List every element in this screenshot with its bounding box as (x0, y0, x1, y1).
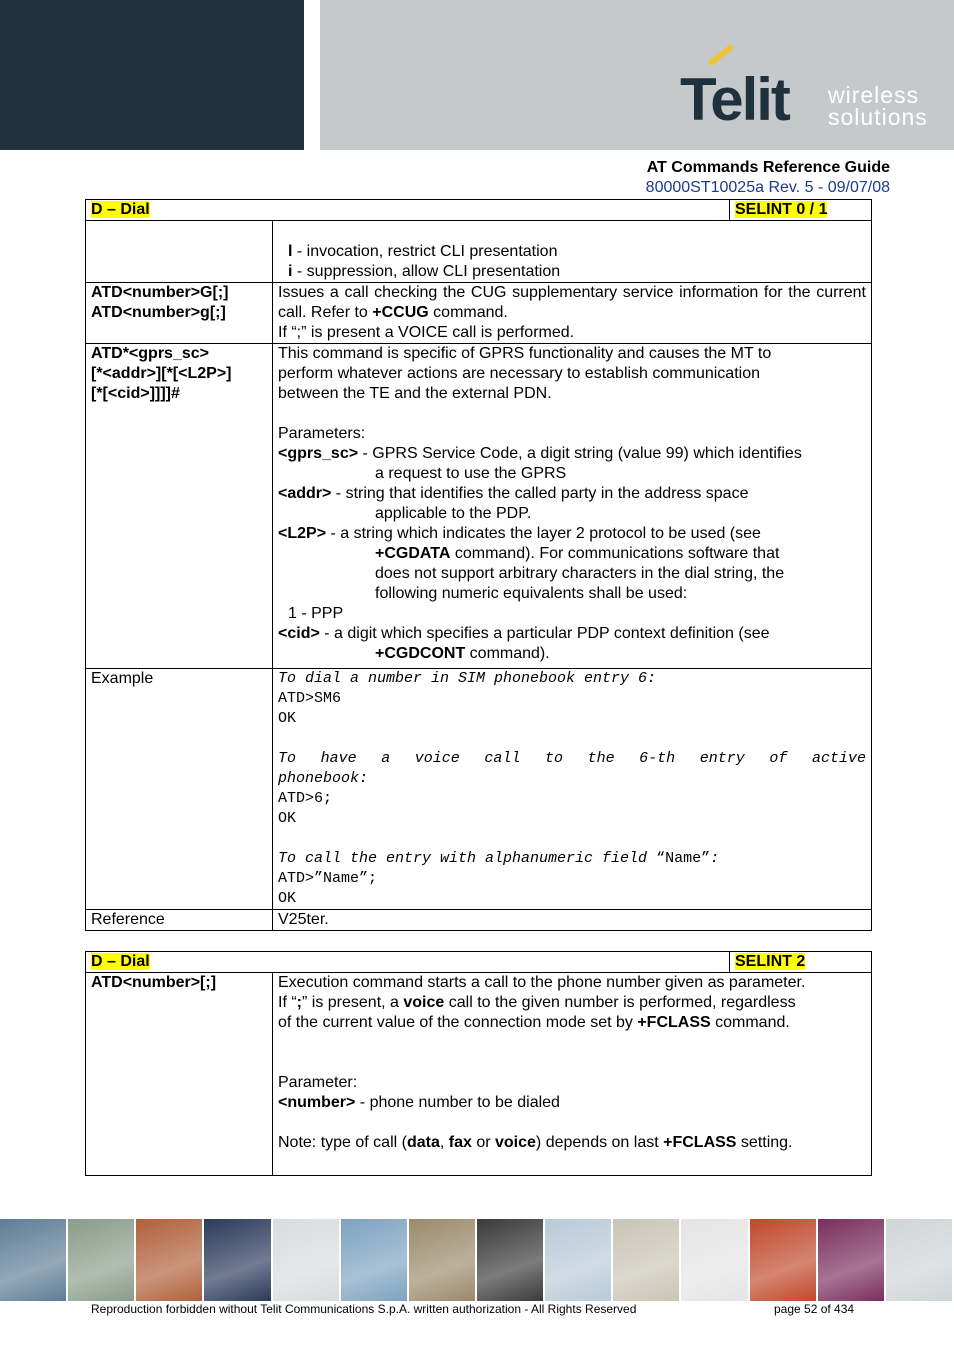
desc-cell (273, 344, 872, 669)
footer-copyright: Reproduction forbidden without Telit Communications S.p.A. written authorization - All Rights Reserved (91, 1302, 637, 1316)
text: or (471, 1134, 495, 1151)
param-cont: does not support arbitrary characters in the dial string, the (375, 565, 785, 582)
word: have (320, 750, 357, 767)
cug-desc-b: command. (428, 304, 508, 321)
param-cont: applicable to the PDP. (375, 505, 532, 522)
word: To (278, 750, 297, 767)
voice-keyword: voice (495, 1134, 536, 1151)
gprs-intro-3: between the TE and the external PDN. (278, 385, 552, 402)
logo-wordmark: Telit (680, 66, 789, 133)
desc-cell (273, 221, 872, 283)
footer-photo (68, 1219, 134, 1301)
footer-photo (613, 1219, 679, 1301)
exec-desc-line3 (278, 1013, 866, 1033)
cmd-atd-number: ATD<number>[;] (91, 974, 217, 991)
text: ) depends on last (535, 1134, 664, 1151)
word: to (544, 750, 563, 767)
param-addr (278, 484, 866, 504)
param-number (278, 1093, 866, 1113)
text: If “ (278, 994, 297, 1011)
desc-cell (273, 283, 872, 344)
table-header-row (86, 200, 872, 221)
footer-photo (750, 1219, 816, 1301)
cmd-gprs-line1: ATD*<gprs_sc> (91, 345, 209, 362)
cli-suppression-line (288, 262, 866, 282)
logo-tagline-line2: solutions (828, 104, 928, 130)
param-cont (278, 544, 866, 564)
selint-badge: SELINT 0 / 1 (735, 201, 828, 218)
example-comment: To dial a number in SIM phonebook entry 6: (278, 670, 657, 687)
table-title: D – Dial (91, 201, 150, 218)
word: active (811, 750, 866, 767)
footer-photo (409, 1219, 475, 1301)
param-value: 1 - PPP (288, 605, 344, 622)
example-response: OK (278, 710, 297, 727)
cmd-cug-lower: ATD<number>g[;] (91, 304, 226, 321)
page-number: page 52 of 434 (774, 1302, 855, 1316)
param-l2p (278, 524, 866, 544)
example-command: ATD>SM6 (278, 690, 342, 707)
fclass-ref: +FCLASS (637, 1014, 711, 1031)
dial-table-selint-01 (85, 199, 872, 221)
example-comment-justified (278, 749, 866, 769)
text: , (439, 1134, 449, 1151)
param-cont: a request to use the GPRS (375, 465, 567, 482)
parameters-label: Parameters: (278, 425, 366, 442)
selint-cell (730, 200, 872, 221)
table-row (86, 973, 872, 1176)
comment-quote: “Name” (656, 850, 711, 867)
dial-table-selint-2 (85, 951, 872, 973)
param-cid (278, 624, 866, 644)
dial-table-body (85, 220, 872, 931)
table-row (86, 221, 872, 283)
param-name: <gprs_sc> (278, 445, 359, 462)
fclass-ref: +FCLASS (663, 1134, 737, 1151)
dial-table-2-body (85, 972, 872, 1176)
text: Note: type of call ( (278, 1134, 407, 1151)
fax-keyword: fax (448, 1134, 472, 1151)
example-command: ATD>”Name”; (278, 870, 378, 887)
table-row (86, 283, 872, 344)
footer-photo (545, 1219, 611, 1301)
cmd-cell (86, 283, 273, 344)
example-comment (278, 849, 866, 869)
cmd-cell (86, 344, 273, 669)
cmd-cell (86, 669, 273, 910)
cug-desc-a: Issues a call checking the CUG supplementary service information for the current call. Refer to (278, 284, 866, 321)
param-cont (278, 644, 866, 664)
footer-photo (886, 1219, 952, 1301)
exec-desc-line2 (278, 993, 866, 1013)
text: setting. (736, 1134, 793, 1151)
desc-cell (273, 973, 872, 1176)
param-text: - a digit which specifies a particular PDP context definition (see (319, 625, 770, 642)
footer-photo (681, 1219, 747, 1301)
param-name: <number> (278, 1094, 356, 1111)
exec-desc-line1: Execution command starts a call to the phone number given as parameter. (278, 974, 806, 991)
footer-photo (273, 1219, 339, 1301)
cug-description (278, 283, 866, 323)
cgdcont-ref: +CGDCONT (375, 645, 466, 662)
semicolon: ; (296, 994, 302, 1011)
data-keyword: data (406, 1134, 440, 1151)
param-text: - phone number to be dialed (355, 1094, 560, 1111)
comment-colon: : (710, 850, 720, 867)
footer-photo-strip (0, 1219, 954, 1301)
cmd-gprs-line2: [*<addr>][*[<L2P>] (91, 365, 232, 382)
cli-key-i: i (288, 263, 293, 280)
footer-photo (818, 1219, 884, 1301)
telit-logo (676, 48, 936, 132)
table-row (86, 910, 872, 931)
word: 6-th (639, 750, 676, 767)
cmd-cell (86, 221, 273, 283)
logo-tagline-line1: wireless (828, 82, 920, 108)
param-cont: following numeric equivalents shall be used: (375, 585, 688, 602)
text: ” is present, a (302, 994, 404, 1011)
footer-photo (0, 1219, 66, 1301)
gprs-intro-1: This command is specific of GPRS functionality and causes the MT to (278, 345, 772, 362)
table-title-cell (86, 200, 730, 221)
table-row (86, 344, 872, 669)
cmd-gprs-line3: [*[<cid>]]]]# (91, 385, 180, 402)
param-name: <cid> (278, 625, 320, 642)
cli-text-i: - suppression, allow CLI presentation (292, 263, 561, 280)
footer-photo (477, 1219, 543, 1301)
param-text: command). For communications software that (450, 545, 780, 562)
reference-value: V25ter. (278, 911, 329, 928)
cmd-cell (86, 910, 273, 931)
text: call to the given number is performed, regardless (444, 994, 796, 1011)
example-label: Example (91, 670, 154, 687)
word: the (587, 750, 615, 767)
param-text: - GPRS Service Code, a digit string (value 99) which identifies (358, 445, 802, 462)
param-name: <L2P> (278, 525, 327, 542)
reference-label: Reference (91, 911, 165, 928)
param-gprs-sc (278, 444, 866, 464)
param-name: <addr> (278, 485, 332, 502)
text: command. (710, 1014, 790, 1031)
cli-key-l: l (288, 243, 293, 260)
footer-photo (204, 1219, 270, 1301)
example-response: OK (278, 890, 297, 907)
table-row (86, 669, 872, 910)
parameter-label: Parameter: (278, 1074, 358, 1091)
word: voice (414, 750, 460, 767)
table-header-row (86, 952, 872, 973)
voice-keyword: voice (403, 994, 445, 1011)
cli-invocation-line (288, 242, 866, 262)
cug-voice-note: If “;” is present a VOICE call is performed. (278, 324, 575, 341)
selint-badge: SELINT 2 (735, 953, 806, 970)
word: a (381, 750, 391, 767)
header-dark-banner (0, 0, 304, 150)
param-text: - string that identifies the called party in the address space (331, 485, 749, 502)
selint-cell (730, 952, 872, 973)
guide-title: AT Commands Reference Guide (646, 159, 890, 176)
param-text: - a string which indicates the layer 2 protocol to be used (see (326, 525, 761, 542)
footer-photo (136, 1219, 202, 1301)
cgdata-ref: +CGDATA (375, 545, 451, 562)
footer-photo (341, 1219, 407, 1301)
table-title: D – Dial (91, 953, 150, 970)
word: entry (699, 750, 745, 767)
desc-cell (273, 910, 872, 931)
example-comment: phonebook: (278, 770, 369, 787)
cmd-cell (86, 973, 273, 1176)
guide-revision: 80000ST10025a Rev. 5 - 09/07/08 (645, 179, 890, 196)
text: of the current value of the connection mode set by (278, 1014, 638, 1031)
word: call (484, 750, 521, 767)
table-title-cell (86, 952, 730, 973)
desc-cell (273, 669, 872, 910)
call-type-note (278, 1133, 866, 1153)
cli-text-l: - invocation, restrict CLI presentation (292, 243, 558, 260)
example-command: ATD>6; (278, 790, 333, 807)
example-response: OK (278, 810, 297, 827)
logo-tagline (828, 84, 928, 128)
cmd-cug-upper: ATD<number>G[;] (91, 284, 229, 301)
param-text: command). (465, 645, 550, 662)
gprs-intro-2: perform whatever actions are necessary to establish communication (278, 365, 760, 382)
comment-text: To call the entry with alphanumeric field (278, 850, 657, 867)
word: of (769, 750, 788, 767)
ccug-ref: +CCUG (372, 304, 429, 321)
